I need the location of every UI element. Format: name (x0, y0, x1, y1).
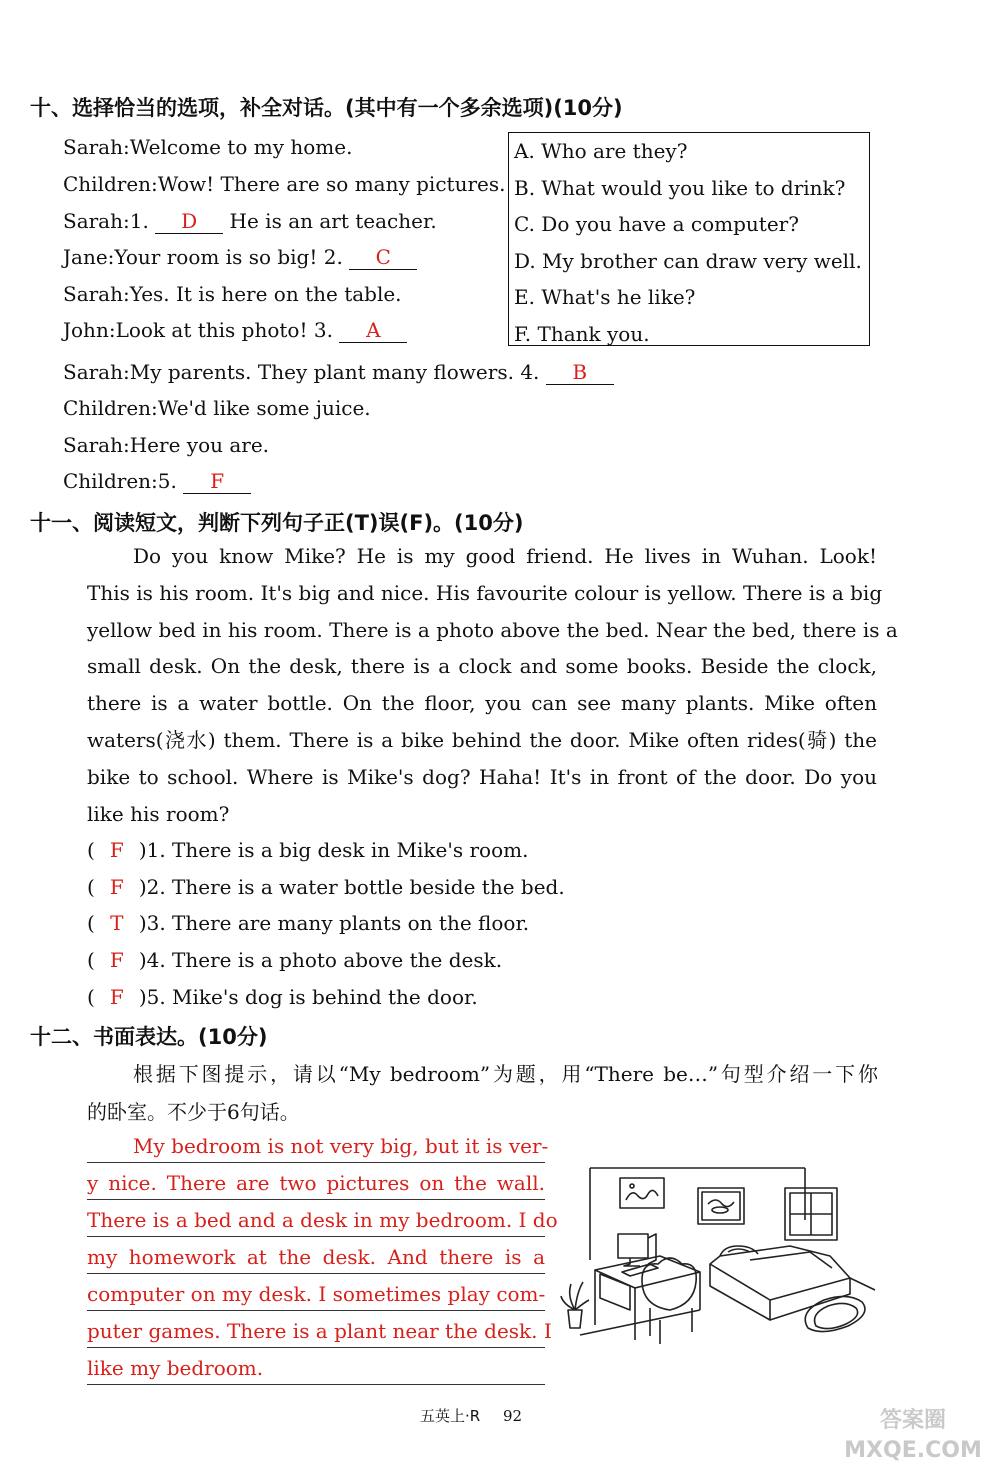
passage-line: small desk. On the desk, there is a clock and some books. Beside the clock, (87, 654, 877, 679)
bedroom-illustration (560, 1160, 880, 1350)
tf-answer-1[interactable]: F (109, 838, 124, 862)
dialog-line: Sarah:My parents. They plant many flowers. 4. B (63, 360, 614, 385)
answer-blank-5[interactable]: F (183, 469, 251, 494)
wall-picture-icon (698, 1188, 744, 1224)
plant-icon (561, 1282, 589, 1328)
passage-line: This is his room. It's big and nice. His favourite colour is yellow. There is a big (87, 580, 883, 605)
tf-item: ( F )5. Mike's dog is behind the door. (87, 985, 478, 1009)
option-d: D. My brother can draw very well. (514, 248, 862, 273)
reading-passage (87, 538, 898, 832)
tf-answer-4[interactable]: F (109, 948, 124, 972)
passage-line: there is a water bottle. On the floor, you can see many plants. Mike often (87, 691, 877, 716)
bed-icon (710, 1246, 850, 1320)
option-c: C. Do you have a computer? (514, 212, 799, 236)
answer-blank-2[interactable]: C (349, 245, 417, 270)
section-11-title: 十一、阅读短文，判断下列句子正(T)误(F)。(10分) (30, 511, 524, 535)
options-box (508, 132, 870, 346)
writing-instruction-2: 的卧室。不少于6句话。 (87, 1100, 300, 1124)
writing-line: There is a bed and a desk in my bedroom. I do (87, 1200, 545, 1237)
dialog-line: Children:5. F (63, 469, 251, 494)
tf-answer-3[interactable]: T (110, 911, 124, 935)
answer-blank-1[interactable]: D (155, 209, 223, 234)
tf-item: ( F )1. There is a big desk in Mike's room. (87, 838, 529, 862)
tf-answer-2[interactable]: F (109, 875, 124, 899)
section-10-title: 十、选择恰当的选项，补全对话。(其中有一个多余选项)(10分) (30, 96, 623, 120)
section-12-title: 十二、书面表达。(10分) (30, 1025, 268, 1049)
answer-blank-3[interactable]: A (339, 318, 407, 343)
rug-icon (805, 1296, 865, 1331)
window-icon (785, 1188, 837, 1240)
page-footer (420, 1405, 522, 1426)
answer-blank-4[interactable]: B (546, 360, 614, 385)
dialog-line: Jane:Your room is so big! 2. C (63, 245, 417, 270)
dialog-line: Children:We'd like some juice. (63, 396, 371, 420)
footer-label: 五英上·R (420, 1407, 481, 1425)
passage-line: bike to school. Where is Mike's dog? Haha! It's in front of the door. Do you (87, 764, 877, 789)
computer-icon (618, 1234, 658, 1276)
writing-instruction: 根据下图提示，请以“My bedroom”为题，用“There be…”句型介绍一下你 (133, 1062, 878, 1086)
writing-line: my homework at the desk. And there is a (87, 1237, 545, 1274)
tf-answer-5[interactable]: F (109, 985, 124, 1009)
tf-item: ( T )3. There are many plants on the floor. (87, 911, 530, 935)
dialog-line: Sarah:Yes. It is here on the table. (63, 282, 402, 306)
tf-item: ( F )2. There is a water bottle beside the bed. (87, 875, 565, 899)
option-e: E. What's he like? (514, 285, 696, 309)
writing-line: My bedroom is not very big, but it is ver- (87, 1126, 545, 1163)
dialog-line: John:Look at this photo! 3. A (63, 318, 407, 343)
wall-picture-icon (620, 1178, 664, 1208)
tf-item: ( F )4. There is a photo above the desk. (87, 948, 503, 972)
option-a: A. Who are they? (514, 139, 688, 163)
writing-line: computer on my desk. I sometimes play com- (87, 1274, 545, 1311)
page-number: 92 (502, 1407, 523, 1425)
dialog-line: Sarah:Welcome to my home. (63, 135, 353, 159)
passage-line: Do you know Mike? He is my good friend. He lives in Wuhan. Look! (133, 544, 877, 568)
passage-line: yellow bed in his room. There is a photo above the bed. Near the bed, there is a (87, 617, 898, 642)
writing-line: puter games. There is a plant near the desk. I (87, 1311, 545, 1348)
writing-line: like my bedroom. (87, 1348, 545, 1385)
dialog-line: Sarah:Here you are. (63, 433, 270, 457)
writing-answer (87, 1126, 558, 1385)
option-b: B. What would you like to drink? (514, 175, 846, 200)
writing-line: y nice. There are two pictures on the wall. (87, 1163, 545, 1200)
passage-line: like his room? (87, 801, 230, 826)
passage-line: waters(浇水) them. There is a bike behind the door. Mike often rides(骑) the (87, 727, 877, 752)
dialog-line: Children:Wow! There are so many pictures. (63, 172, 506, 196)
watermark-logo: 答案圈 MXQE.COM (844, 1408, 982, 1463)
option-f: F. Thank you. (514, 321, 650, 346)
dialog-line: Sarah:1. D He is an art teacher. (63, 209, 437, 233)
